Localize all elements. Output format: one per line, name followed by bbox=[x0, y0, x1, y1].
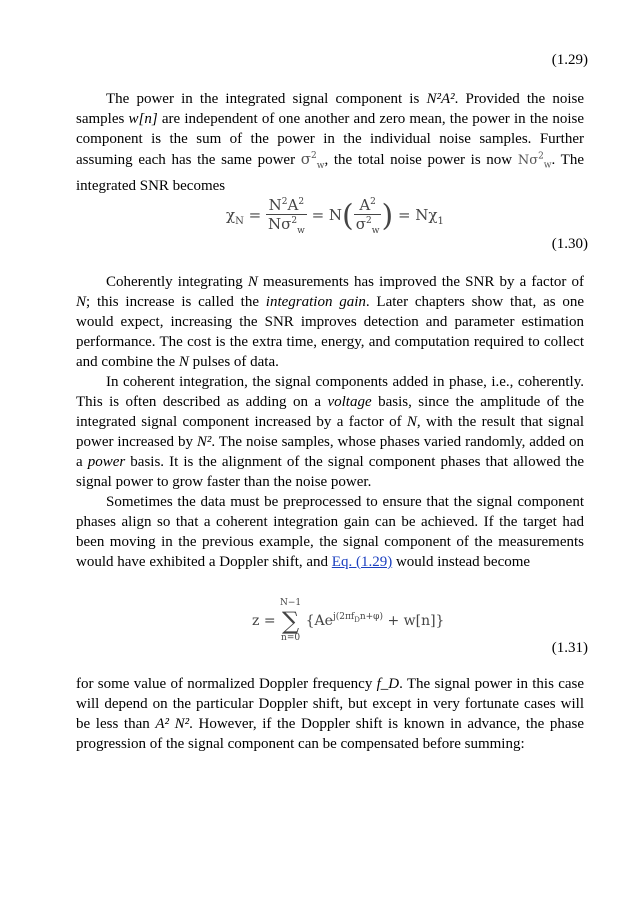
equation-number-1-31: (1.31) bbox=[551, 640, 588, 656]
symbol-wn: w[n] bbox=[128, 111, 158, 127]
symbol-n-sigma-w-squared: $N\sigma^2_w$ bbox=[517, 151, 552, 171]
term-integration-gain: integration gain bbox=[265, 294, 366, 310]
equation-link-1-29[interactable]: Eq. (1.29) bbox=[331, 554, 393, 570]
equation-1-30: $\chi_N$ = $\frac{N^2A^2}{N\sigma^2_w}$ = N( $\frac{A^2}{\sigma^2_w}$ ) = $N\chi_1$ bbox=[226, 196, 444, 236]
term-voltage: voltage bbox=[327, 394, 372, 410]
equation-number-1-29: (1.29) bbox=[551, 52, 588, 68]
symbol-fd: f_D bbox=[376, 676, 400, 692]
paragraph-doppler: for some value of normalized Doppler frequency f_D. The signal power in this case will depend on the particular Doppler shift, but except in very fortunate cases will be less than A² N². However, if the Doppler shift is known in advance, the phase progression of the signal component can be compensated before summing: bbox=[76, 676, 585, 752]
equation-number-1-30: (1.30) bbox=[551, 236, 588, 252]
symbol-a2n2: A² N² bbox=[155, 716, 190, 732]
term-power: power bbox=[87, 454, 126, 470]
symbol-n2a2: N²A² bbox=[426, 91, 455, 107]
paragraph-integration-gain: Coherently integrating N measurements has improved the SNR by a factor of N; this increase is called the integration gain. Later chapters show that, as one would expect, increasing the SNR improves detection and parameter estimation performance. The cost is the extra time, energy, and computation required to collect and combine the N pulses of data. In coherent integration, the signal components added in phase, i.e., coherently. This is often described as adding on a voltage basis, since the amplitude of the integrated signal component increased by a factor of N, with the result that signal power increased by N². The noise samples, whose phases varied randomly, added on a power basis. It is the alignment of the signal component phases that allowed the signal power to grow faster than the noise power. Sometimes the data must be preprocessed to ensure that the signal component phases align so that a coherent integration gain can be achieved. If the target had been moving in the previous example, the signal component of the measurements would have exhibited a Doppler shift, and Eq. (1.29) would instead become bbox=[76, 274, 584, 570]
equation-1-31: z = N−1 ∑ n=0 $\{Ae^{j(2\pi f_Dn+\varphi)} + w[n]\}$ bbox=[252, 598, 445, 643]
paragraph-signal-power: The power in the integrated signal component is N²A². Provided the noise samples w[n] are independent of one another and zero mean, the power in the noise component is the sum of the power in the individual noise samples. Further assuming each has the same power $\sigma^2_w$, the total noise power is now $N\sigma^2_w$. The integrated SNR becomes bbox=[76, 91, 584, 194]
symbol-sigma-w-squared: $\sigma^2_w$ bbox=[300, 150, 325, 171]
